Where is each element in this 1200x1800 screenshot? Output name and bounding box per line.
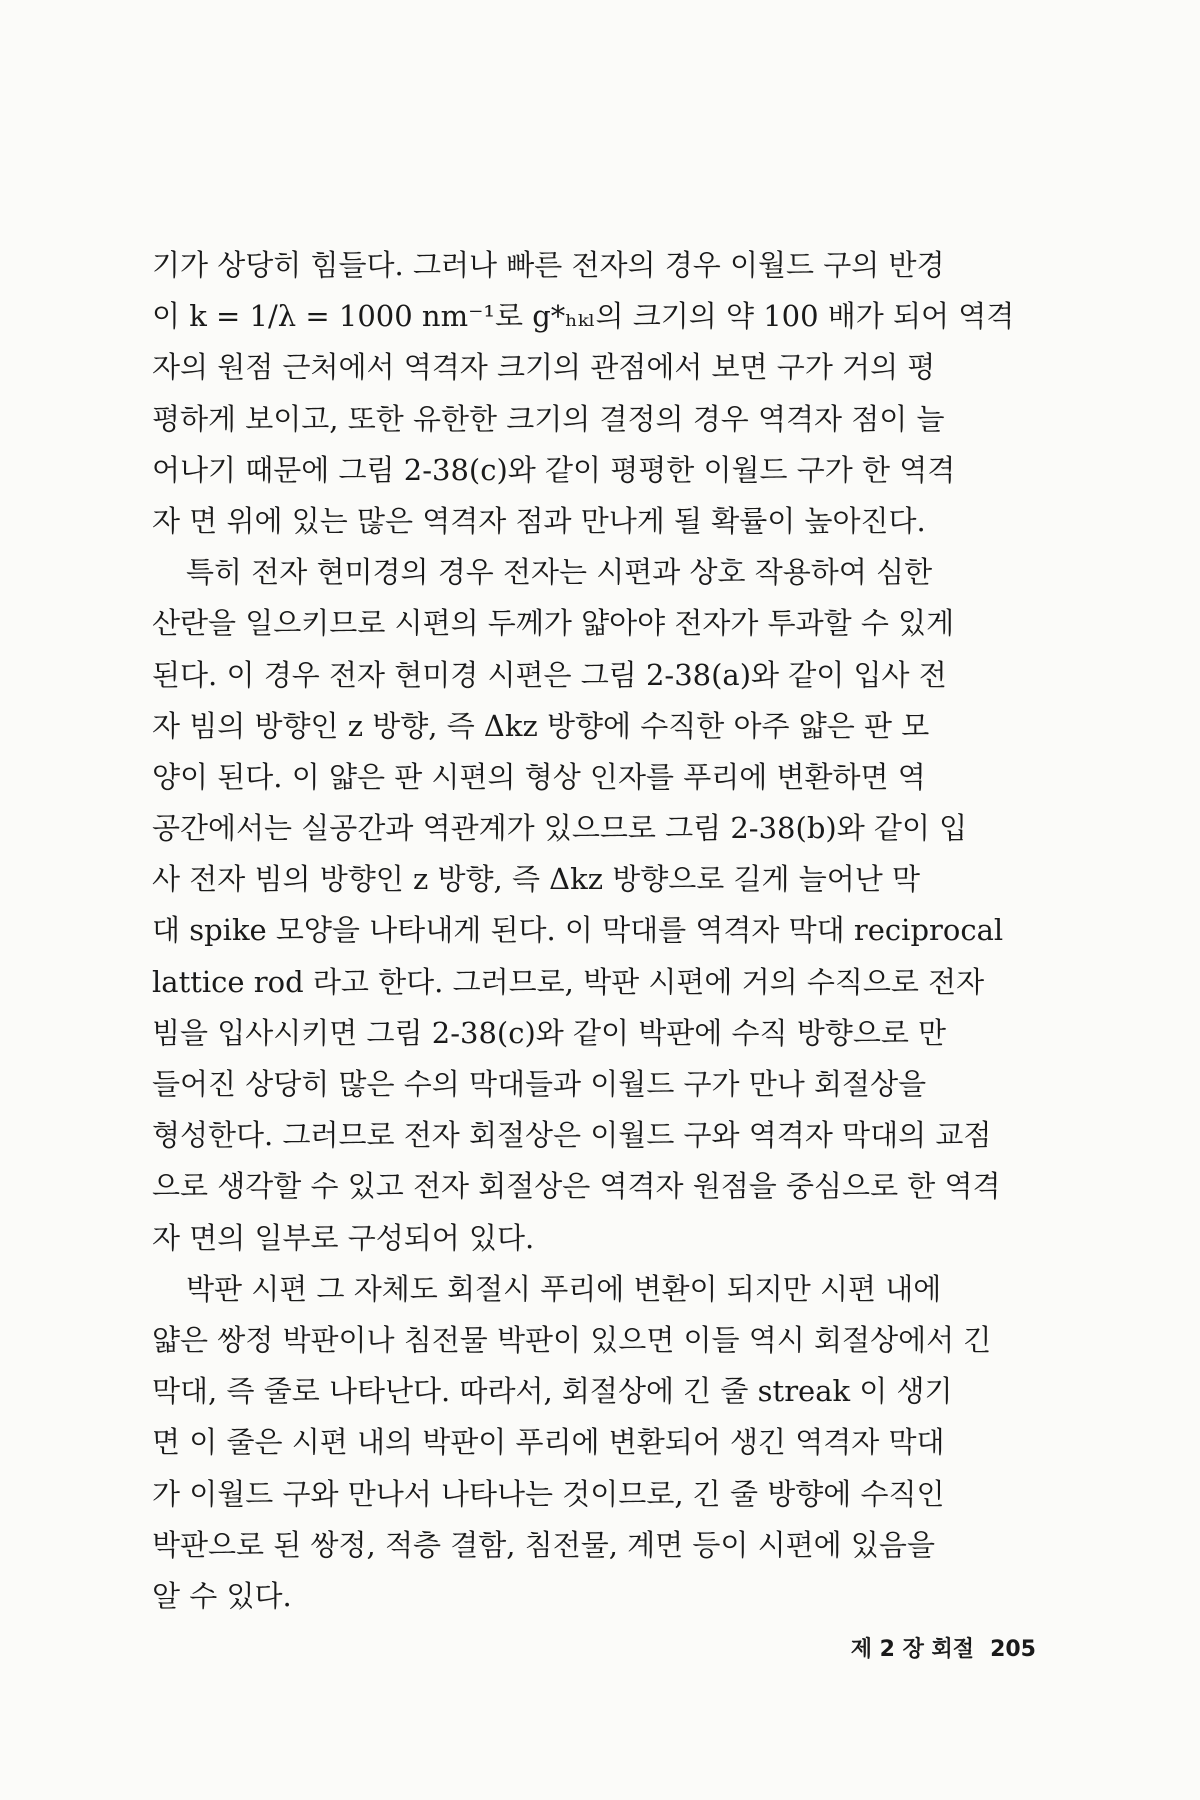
text-line: 으로 생각할 수 있고 전자 회절상은 역격자 원점을 중심으로 한 역격 (152, 1169, 1001, 1204)
text-line: 자의 원점 근처에서 역격자 크기의 관점에서 보면 구가 거의 평 (152, 350, 936, 385)
text-line: 형성한다. 그러므로 전자 회절상은 이월드 구와 역격자 막대의 교점 (152, 1118, 992, 1153)
text-line: lattice rod 라고 한다. 그러므로, 박판 시편에 거의 수직으로 전자 (152, 964, 985, 999)
text-line: 양이 된다. 이 얇은 판 시편의 형상 인자를 푸리에 변환하면 역 (152, 759, 926, 794)
text-line: 면 이 줄은 시편 내의 박판이 푸리에 변환되어 생긴 역격자 막대 (152, 1425, 945, 1460)
text-line: 이 k = 1/λ = 1000 nm⁻¹로 g*ₕₖₗ의 크기의 약 100 배가 되어 역격 (152, 299, 1015, 334)
text-line: 자 면 위에 있는 많은 역격자 점과 만나게 될 확률이 높아진다. (152, 503, 926, 538)
page-number: 205 (990, 1637, 1036, 1662)
text-line: 사 전자 빔의 방향인 z 방향, 즉 Δkz 방향으로 길게 늘어난 막 (152, 862, 920, 897)
chapter-label: 제 2 장 회절 (850, 1637, 975, 1662)
text-line: 박판으로 된 쌍정, 적층 결함, 침전물, 계면 등이 시편에 있음을 (152, 1527, 935, 1562)
paragraph-start-line: 박판 시편 그 자체도 회절시 푸리에 변환이 되지만 시편 내에 (186, 1271, 942, 1306)
text-line: 가 이월드 구와 만나서 나타나는 것이므로, 긴 줄 방향에 수직인 (152, 1476, 945, 1511)
text-line: 대 spike 모양을 나타내게 된다. 이 막대를 역격자 막대 reciprocal (152, 913, 1004, 948)
text-line: 빔을 입사시키면 그림 2-38(c)와 같이 박판에 수직 방향으로 만 (152, 1015, 947, 1050)
text-line: 산란을 일으키므로 시편의 두께가 얇아야 전자가 투과할 수 있게 (152, 606, 955, 641)
text-line: 얇은 쌍정 박판이나 침전물 박판이 있으면 이들 역시 회절상에서 긴 (152, 1322, 992, 1357)
paragraph-start-line: 특히 전자 현미경의 경우 전자는 시편과 상호 작용하여 심한 (186, 555, 933, 590)
page-footer (851, 1632, 1036, 1663)
text-line: 알 수 있다. (152, 1578, 292, 1613)
text-line: 기가 상당히 힘들다. 그러나 빠른 전자의 경우 이월드 구의 반경 (152, 248, 945, 282)
text-line: 자 빔의 방향인 z 방향, 즉 Δkz 방향에 수직한 아주 얇은 판 모 (152, 708, 930, 743)
text-line: 평하게 보이고, 또한 유한한 크기의 결정의 경우 역격자 점이 늘 (152, 401, 945, 436)
text-line: 된다. 이 경우 전자 현미경 시편은 그림 2-38(a)와 같이 입사 전 (152, 657, 947, 692)
body-text (152, 240, 1060, 1622)
text-line: 자 면의 일부로 구성되어 있다. (152, 1220, 535, 1255)
text-line: 공간에서는 실공간과 역관계가 있으므로 그림 2-38(b)와 같이 입 (152, 811, 968, 846)
text-line: 어나기 때문에 그림 2-38(c)와 같이 평평한 이월드 구가 한 역격 (152, 452, 956, 487)
text-line: 들어진 상당히 많은 수의 막대들과 이월드 구가 만나 회절상을 (152, 1067, 927, 1101)
text-line: 막대, 즉 줄로 나타난다. 따라서, 회절상에 긴 줄 streak 이 생기 (152, 1374, 953, 1409)
